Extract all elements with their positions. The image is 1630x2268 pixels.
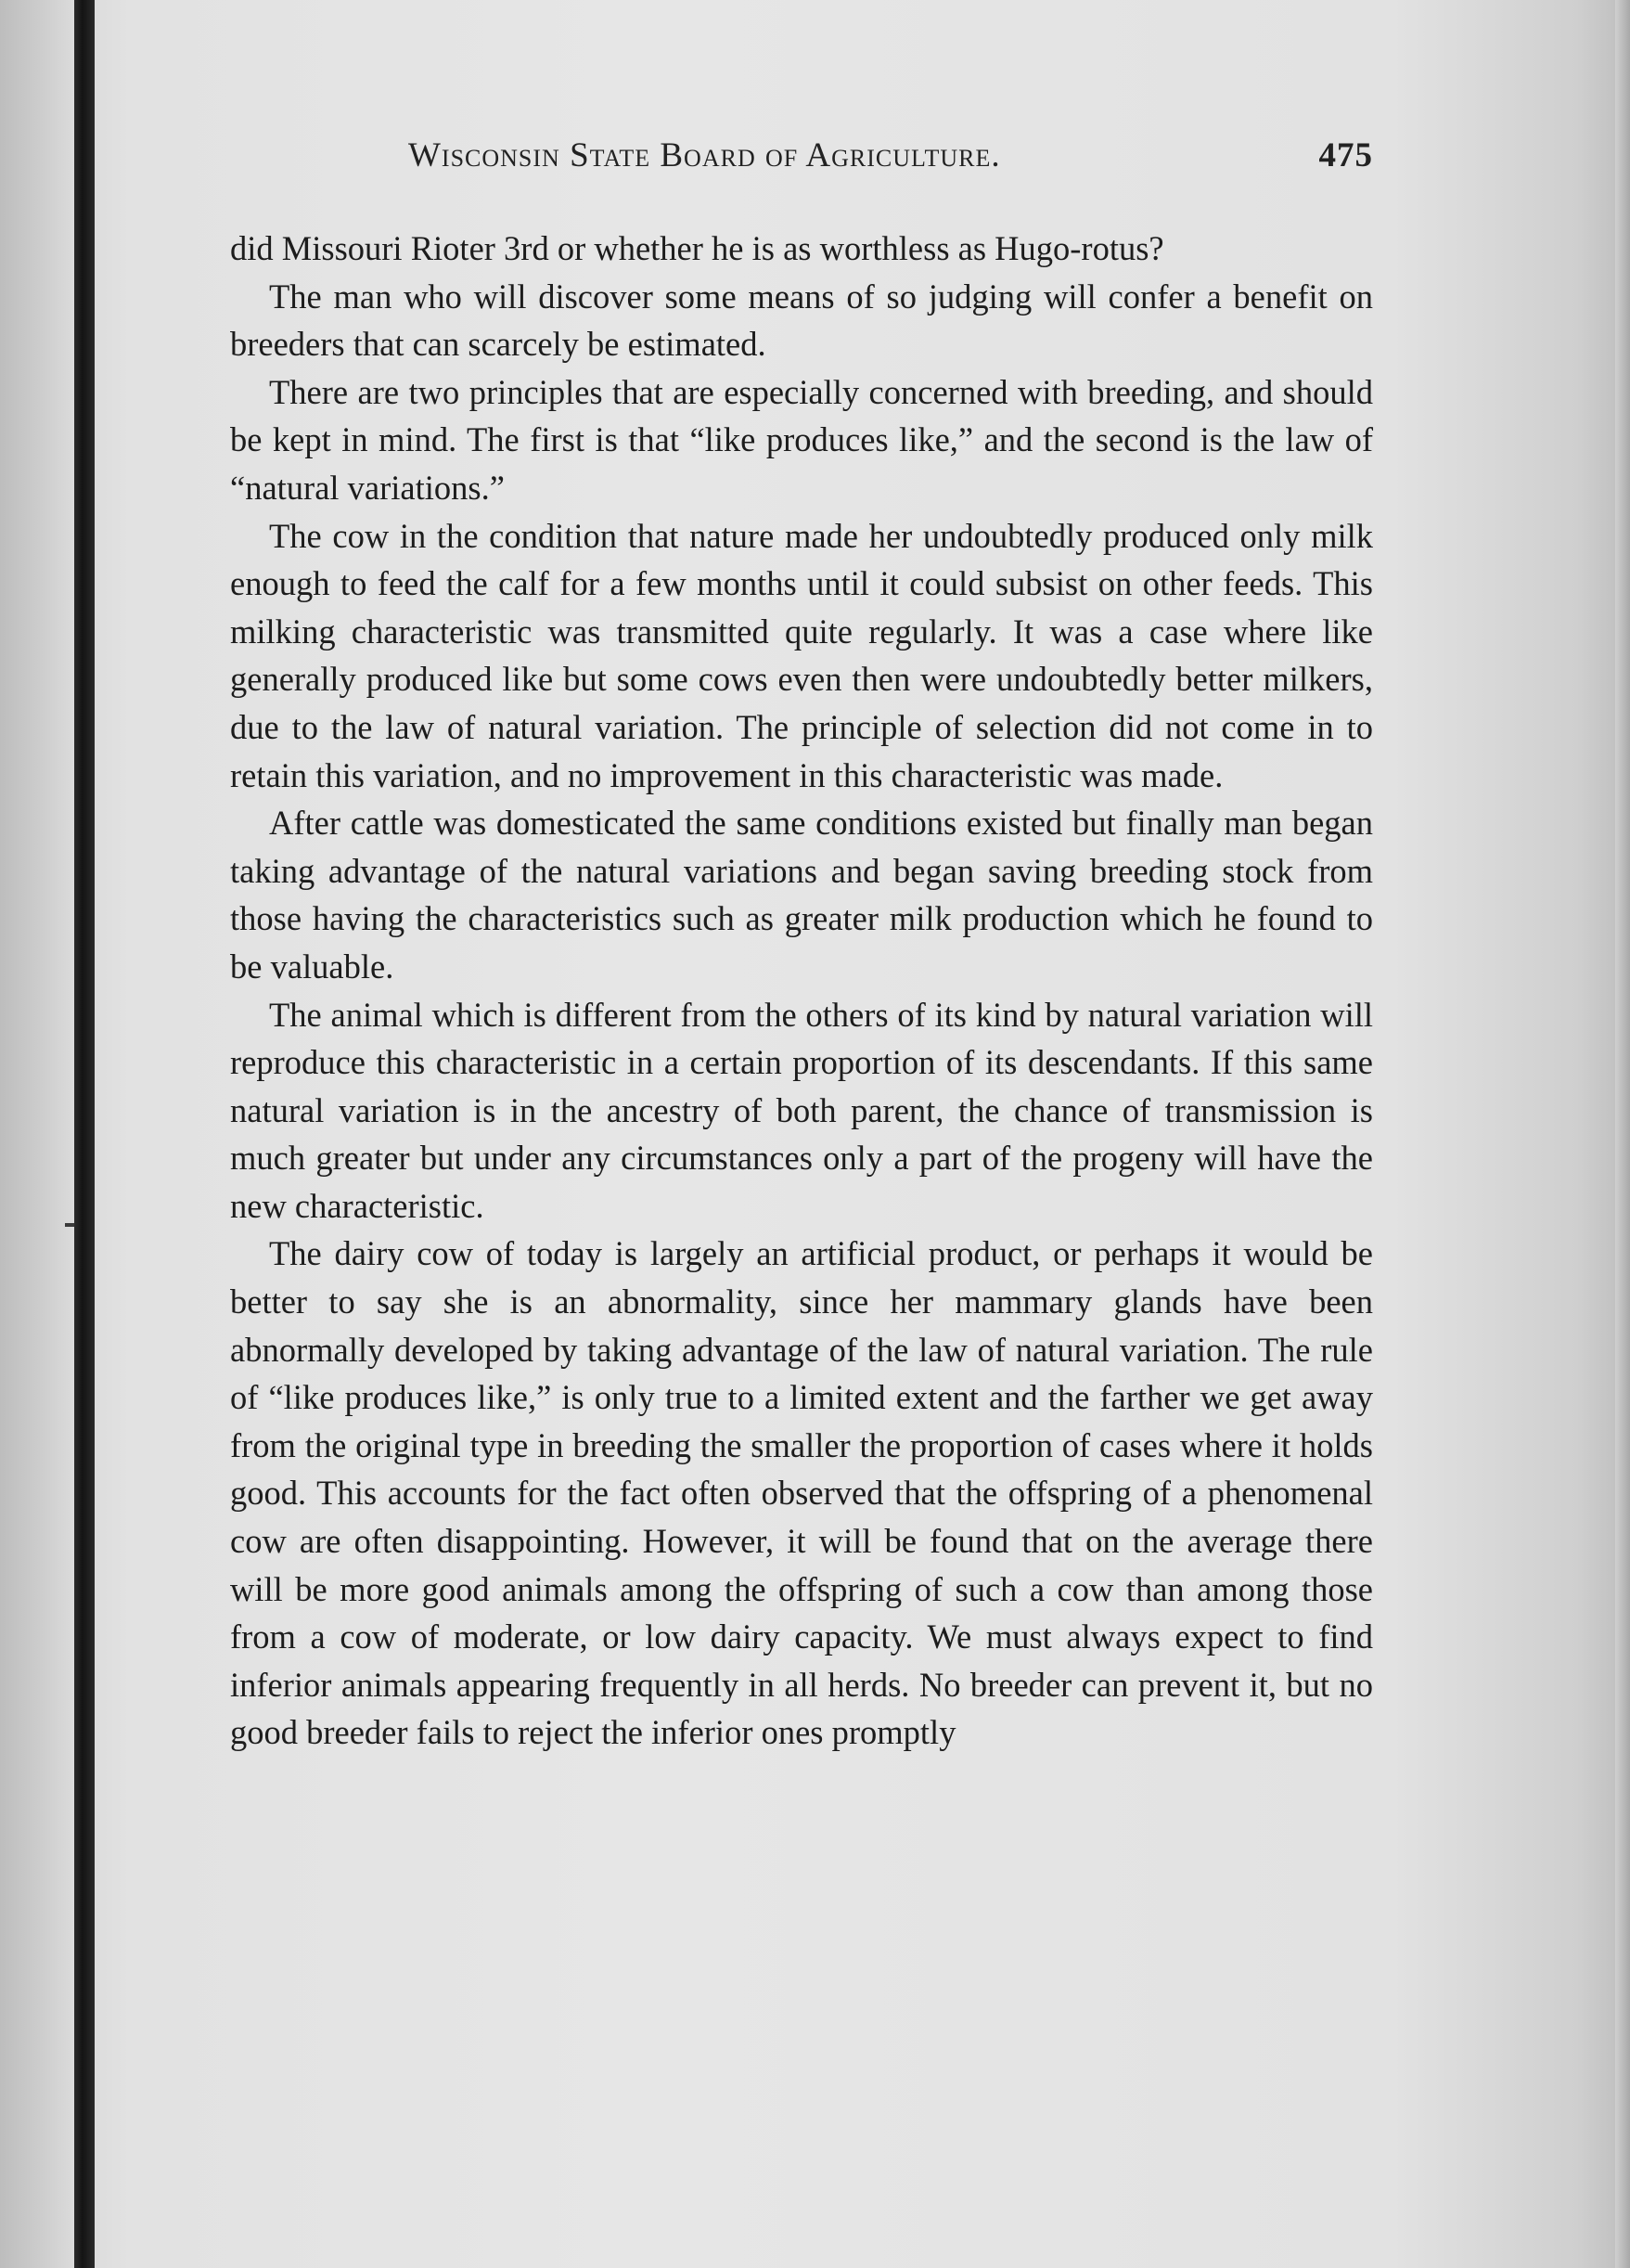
page-number: 475 (1318, 136, 1373, 174)
paragraph-6: The animal which is different from the others of its kind by natural variation will reproduce this characteristic in a certain proportion of its descendants. If this same natural variation is in the ancestry of both parent, the chance of transmission is much greater but under any circumstances only a part of the progeny will have the new characteristic. (230, 995, 1373, 1225)
binding-mark (65, 1223, 74, 1227)
paragraph-7: The dairy cow of today is largely an artificial product, or perhaps it would be better to say she is an abnormality, since her mammary glands have been abnormally developed by taking advantage of the law of natural variation. The rule of “like produces like,” is only true to a limited extent and the farther we get away from the original type in breeding the smaller the proportion of cases where it holds good. This accounts for the fact often observed that the offspring of a phenomenal cow are often disappointing. However, it will be found that on the average there will be more good animals among the offspring of such a cow than among those from a cow of moderate, or low dairy capacity. We must always expect to find inferior animals appearing frequently in all herds. No breeder can prevent it, but no good breeder fails to reject the inferior ones promptly (230, 1234, 1373, 1752)
running-head (408, 135, 1373, 191)
paragraph-1: did Missouri Rioter 3rd or whether he is as worthless as Hugo-rotus? (230, 229, 1164, 267)
paragraph-5: After cattle was domesticated the same conditions existed but finally man began taking advantage of the natural variations and began saving breeding stock from those having the characteristics such as greater milk production which he found to be valuable. (230, 804, 1373, 986)
paragraph-3: There are two principles that are especially concerned with breeding, and should be kept in mind. The first is that “like produces like,” and the second is the law of “natural variations.” (230, 372, 1373, 507)
paragraph-4: The cow in the condition that nature made her undoubtedly produced only milk enough to feed the calf for a few months until it could subsist on other feeds. This milking characteristic was transmitted quite regularly. It was a case where like generally produced like but some cows even then were undoubtedly better milkers, due to the law of natural variation. The principle of selection did not come in to retain this variation, and no improvement in this characteristic was made. (230, 516, 1373, 794)
book-binding-edge (74, 0, 95, 2268)
page-right-edge (1615, 0, 1630, 2268)
paragraph-2: The man who will discover some means of so judging will confer a benefit on breeders that can scarcely be estimated. (230, 277, 1373, 364)
body-text (230, 225, 1373, 1757)
running-title: Wisconsin State Board of Agriculture. (408, 136, 1001, 174)
binding-shadow (0, 0, 85, 2268)
